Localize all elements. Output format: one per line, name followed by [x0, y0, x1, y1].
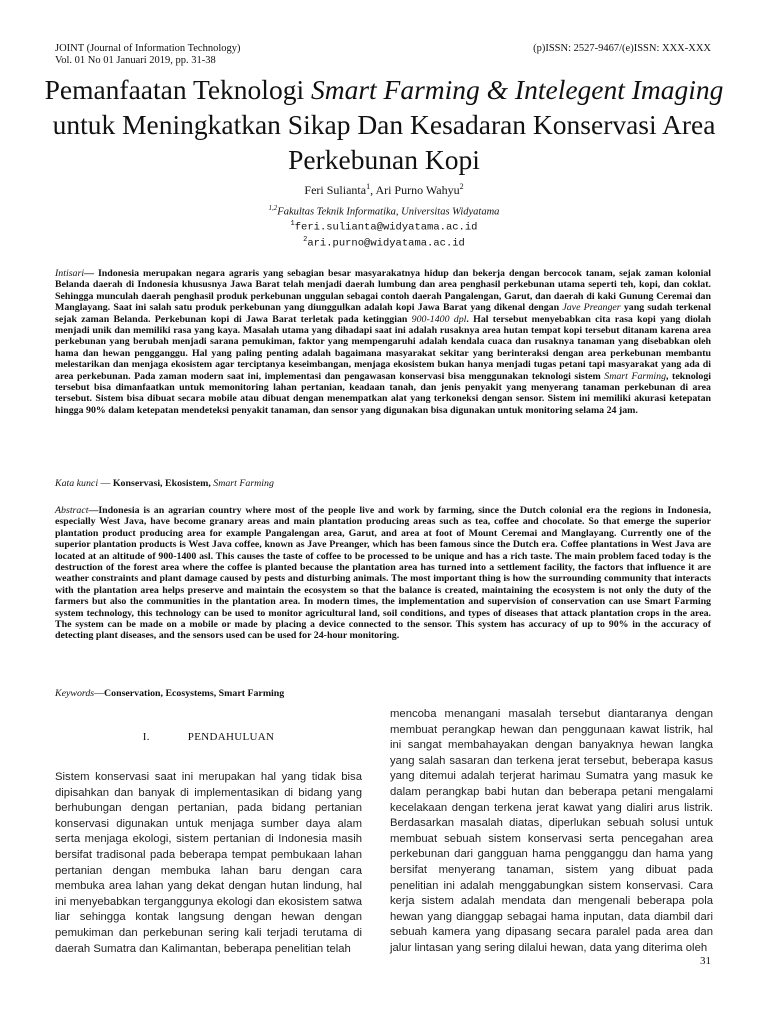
author-separator: ,: [370, 183, 376, 197]
author-2-sup: 2: [459, 182, 464, 191]
keywords-id-label: Kata kunci: [55, 478, 99, 489]
section-number: I.: [142, 731, 150, 743]
author-1: Feri Sulianta: [304, 183, 367, 197]
paper-title: [40, 72, 728, 177]
affiliation: [0, 204, 768, 218]
email-2[interactable]: [0, 236, 768, 250]
affiliation-text: Fakultas Teknik Informatika, Universitas Widyatama: [277, 206, 500, 218]
keywords-en-value: Conservation, Ecosystems, Smart Farming: [104, 688, 285, 699]
issn: (p)ISSN: 2527-9467/(e)ISSN: XXX-XXX: [533, 43, 711, 54]
abstract-en-dash: —: [88, 505, 99, 516]
section-title: PENDAHULUAN: [187, 731, 275, 743]
abstract-en-text: Indonesia is an agrarian country where most of the people live and work by farming, since the Dutch colonial era the regions in Indonesia, especially West Java, have become granary areas and main plantation producing areas such as tea, coffee and chocolate. So that emerge the superior plantation product producing area for example Pangalengan area, Garut, and area at foot of Mount Ceremai and Manglayang. Currently one of the superior plantation products is West Java coffee, known as Jave Preanger, which has been famous since the Dutch era. Coffee plantations in West Java are located at an altitude of 900-1400 asl. This causes the taste of coffee to be processed to be unique and has a rich taste. The main problem faced today is the destruction of the forest area where the coffee is planted because the plantation area has turned into a settlement facility, the factors that influence it are weather constraints and plant damage caused by pests and disturbing animals. The most important thing is how the surrounding community that interacts with the plantation area helps preserve and maintain the ecosystem so that the balance is created, maintaining the ecosystem is not only the duty of the farmers but also the communities in the plantation area. In modern times, the implementation and supervision of conservation can use Smart Farming system technology, this technology can be used to monitor agricultural land, soil conditions, and types of diseases that attack plantation crops in the area. The system can be made on a mobile or made by placing a device connected to the sensor. This system has accuracy of up to 90% in the accuracy of detecting plant diseases, and the sensors used can be used for 24-hour monitoring.: [55, 505, 711, 642]
email-2-sup: 2: [303, 236, 308, 244]
title-part-3: untuk Meningkatkan Sikap Dan Kesadaran Konservasi Area Perkebunan Kopi: [52, 109, 716, 175]
email-1-sup: 1: [290, 220, 295, 228]
volume-info: Vol. 01 No 01 Januari 2019, pp. 31-38: [55, 55, 216, 66]
title-part-2-italic: Smart Farming & Intelegent Imaging: [310, 74, 724, 105]
body-column-left: Sistem konservasi saat ini merupakan hal yang tidak bisa dipisahkan dan banyak di implementasikan di bidang yang berhubungan dengan pertanian, pada bidang pertanian konservasi digunakan untuk menjaga sumber daya alam serta menjaga ekologi, sistem pertanian di Indonesia masih bersifat tradisonal pada beberapa tempat pembukaan lahan pertanian dengan membuka lahan baru dengan cara membuka area lahan yang dekat dengan hutan lindung, hal ini menyebabkan terganggunya ekologi dan ekosistem satwa liar sehingga kontak langsung dengan hewan dengan pemukiman dan perkebunan sering kali terjadi terutama di daerah Sumatra dan Kalimantan, beberapa penelitian telah: [55, 771, 362, 955]
abstract-en-label: Abstract: [55, 505, 89, 516]
page-number: 31: [700, 955, 711, 967]
author-1-sup: 1: [366, 182, 371, 191]
abstract-id-italic-2: 900-1400 dpl: [411, 313, 467, 325]
abstract-id-text-4: , teknologi tersebut bisa dimanfaatkan untuk memonitoring lahan pertanian, keadaan tanah, dan jenis penyakit yang menyerang tanaman perkebunan di area tersebut. Sistem bisa dibuat secara mobile atau dibuat dengan menempatkan alat yang terkoneksi dengan sensor. Sistem ini memiliki akurasi ketepatan hingga 90% dalam ketepatan mendeteksi penyakit tanaman, dan sensor yang digunakan bisa digunakan untuk monitoring selama 24 jam.: [55, 370, 712, 416]
author-2: Ari Purno Wahyu: [375, 183, 460, 197]
title-part-1: Pemanfaatan Teknologi: [44, 74, 311, 105]
keywords-en-label: Keywords: [55, 688, 95, 699]
abstract-id-text-2: yang sudah terkenal sejak zaman Belanda. Perkebunan kopi di Jawa Barat terletak pada ketinggian: [55, 302, 711, 325]
section-heading: [55, 731, 362, 743]
body-column-right: mencoba menangani masalah tersebut diantaranya dengan membuat perangkap hewan dan penggunaan kawat listrik, hal ini sangat membahayakan dengan banyaknya hewan langka yang salah sasaran dan terkena jerat tersebut, beberapa kasus yang ditemui adalah terjerat harimau Sumatra yang masuk ke dalam perangkap babi hutan dan beberapa petani mengalami kecelakaan dengan terkena jerat kawat yang dialiri arus listrik. Berdasarkan masalah diatas, diperlukan sebuah solusi untuk membuat sebuah sistem konservasi serta pencegahan area perkebunan dari gangguan hama pengganggu dan hama yang bersifat menyerang tanaman, sistem yang dibuat pada penelitian ini adalah menggabungkan sistem konservasi. Cara kerja sistem adalah mendata dan mengenali beberapa pola hewan yang dianggap sebagai hama inputan, data diambil dari sebuah kamera yang dipasang secara paralel pada area dan jalur lintasan yang sering dilalui hewan, data yang diterima oleh: [390, 708, 713, 954]
email-1-address[interactable]: feri.sulianta@widyatama.ac.id: [294, 221, 478, 234]
author-list: [0, 182, 768, 198]
affiliation-sup: 1,2: [268, 204, 278, 212]
abstract-id-label: Intisari: [55, 268, 85, 279]
abstract-id-text-1: Indonesia merupakan negara agraris yang sebagian besar masyarakatnya hidup dan bekerja dengan bercocok tanam, sejak zaman kolonial Belanda daerah di Indonesia khususnya Jawa Barat telah menjadi daerah lumbung dan area penghasil perkebunan utama seperti teh, kopi, dan coklat. Sehingga munculah daerah penghasil produk perkebunan unggulan sebagai contoh daerah Pangalengan, Garut, dan daerah di kaki Gunung Ceremai dan Manglayang. Saat ini salah satu produk perkebunan yang diunggulkan adalah kopi Jawa Barat yang dikenal dengan: [55, 268, 712, 314]
keywords-english: [55, 688, 284, 699]
keywords-id-value-italic: Smart Farming: [213, 478, 274, 489]
abstract-id-dash: —: [84, 268, 98, 279]
abstract-id-italic-1: Jave Preanger: [562, 302, 621, 314]
keywords-en-dash: —: [94, 688, 105, 699]
keywords-id-value: Konservasi, Ekosistem,: [112, 478, 214, 489]
email-2-address[interactable]: ari.purno@widyatama.ac.id: [307, 237, 465, 250]
abstract-id-text-3: . Hal tersebut menyebabkan cita rasa kopi yang diolah menjadi unik dan memiliki rasa yang kaya. Masalah utama yang dihadapi saat ini adalah rusaknya area hutan tempat kopi tersebut ditanam karena area perkebunan yang berubah menjadi sarana pemukiman, faktor yang mempengaruhi adalah kendala cuaca dan rusaknya tanaman yang disebabkan oleh hama dan hewan pengganggu. Hal yang paling penting adalah bagaimana masyarakat sekitar yang berinteraksi dengan area perkebunan membantu melestarikan dan menjaga ekosistem agar terciptanya keseimbangan, menjaga ekosistem bukan hanya menjadi tugas petani tapi masyarakat yang ada di area perkebunan. Pada zaman modern saat ini, implementasi dan pengawasan konservasi bisa menggunakan teknologi sistem: [55, 313, 711, 382]
abstract-id-italic-3: Smart Farming: [604, 370, 667, 382]
journal-name: JOINT (Journal of Information Technology): [55, 43, 241, 54]
email-1[interactable]: [0, 220, 768, 234]
keywords-id-dash: —: [98, 478, 113, 489]
abstract-indonesian: [55, 268, 711, 416]
abstract-english: [55, 505, 711, 642]
keywords-indonesian: [55, 478, 274, 489]
